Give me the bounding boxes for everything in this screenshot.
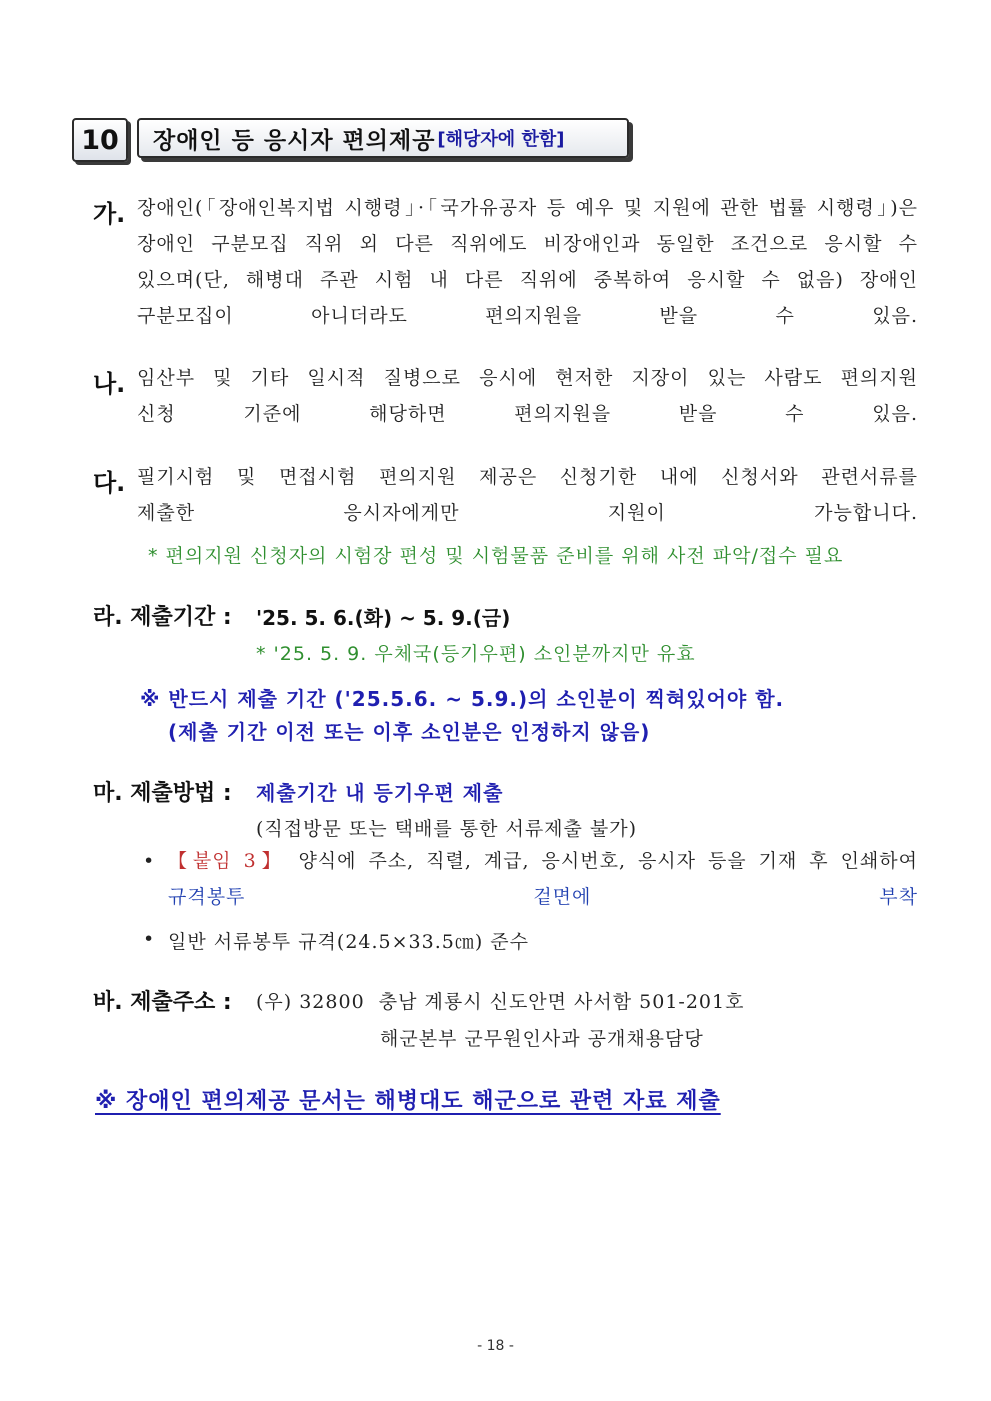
item-da-line-1: 필기시험 및 면접시험 편의지원 제공은 신청기한 내에 신청서와 관련서류를 xyxy=(137,466,918,488)
item-na-label: 나. xyxy=(93,370,126,398)
item-ba-address-2: 해군본부 군무원인사과 공개채용담당 xyxy=(380,1028,704,1050)
item-ga-text xyxy=(137,190,918,334)
item-ga-line-1: 장애인(「장애인복지법 시행령」·「국가유공자 등 예우 및 지원에 관한 법률 시행령」)은 xyxy=(137,197,918,219)
item-ga-label: 가. xyxy=(93,200,126,228)
item-ba-label: 바. 제출주소 : xyxy=(93,990,232,1015)
item-ma-value: 제출기간 내 등기우편 제출 xyxy=(256,781,504,805)
item-da-text xyxy=(137,459,918,531)
bullet-1-dot: • xyxy=(143,850,155,872)
bullet-1-tag: 【붙임 3】 xyxy=(168,850,287,872)
bullet-1-line-2: 규격봉투 겉면에 부착 xyxy=(168,886,918,908)
section-title: 장애인 등 응시자 편의제공 xyxy=(153,127,436,154)
item-ga-line-4: 구분모집이 아니더라도 편의지원을 받을 수 있음. xyxy=(137,305,918,327)
bullet-2-dot: • xyxy=(143,928,155,950)
bullet-1-line-1: 【붙임 3】 양식에 주소, 직렬, 계급, 응시번호, 응시자 등을 기재 후 인쇄하여 xyxy=(168,850,918,872)
page-number: - 18 - xyxy=(477,1338,514,1354)
bullet-1-text xyxy=(168,843,918,915)
item-ga-line-3: 있으며(단, 해병대 주관 시험 내 다른 직위에 중복하여 응시할 수 없음) 장애인 xyxy=(137,269,918,291)
item-ba-address-1: (우) 32800 충남 계룡시 신도안면 사서함 501-201호 xyxy=(256,991,745,1013)
item-da-line-2: 제출한 응시자에게만 지원이 가능합니다. xyxy=(137,502,918,524)
item-ra-warning-2: (제출 기간 이전 또는 이후 소인분은 인정하지 않음) xyxy=(168,720,651,744)
item-ra-warning-1: ※ 반드시 제출 기간 ('25.5.6. ~ 5.9.)의 소인분이 찍혀있어야 함. xyxy=(140,687,785,711)
item-ra-label: 라. 제출기간 : xyxy=(93,605,232,630)
item-ga-line-2: 장애인 구분모집 직위 외 다른 직위에도 비장애인과 동일한 조건으로 응시할 수 xyxy=(137,233,918,255)
item-ma-sub: (직접방문 또는 택배를 통한 서류제출 불가) xyxy=(256,818,638,840)
item-na-line-1: 임산부 및 기타 일시적 질병으로 응시에 현저한 지장이 있는 사람도 편의지원 xyxy=(137,367,918,389)
item-da-note: * 편의지원 신청자의 시험장 편성 및 시험물품 준비를 위해 사전 파악/접수 필요 xyxy=(148,545,844,567)
item-ra-note: * '25. 5. 9. 우체국(등기우편) 소인분까지만 유효 xyxy=(256,643,696,665)
bullet-2-text: 일반 서류봉투 규격(24.5×33.5㎝) 준수 xyxy=(168,931,530,953)
item-na-line-2: 신청 기준에 해당하면 편의지원을 받을 수 있음. xyxy=(137,403,918,425)
section-number: 10 xyxy=(72,118,128,162)
section-title-box xyxy=(137,118,629,158)
footer-note: ※ 장애인 편의제공 문서는 해병대도 해군으로 관련 자료 제출 xyxy=(95,1089,721,1114)
item-na-text xyxy=(137,360,918,432)
item-da-label: 다. xyxy=(93,469,126,497)
section-subtitle: [해당자에 한함] xyxy=(437,129,565,150)
item-ma-label: 마. 제출방법 : xyxy=(93,781,232,806)
item-ra-value: '25. 5. 6.(화) ~ 5. 9.(금) xyxy=(256,606,511,630)
